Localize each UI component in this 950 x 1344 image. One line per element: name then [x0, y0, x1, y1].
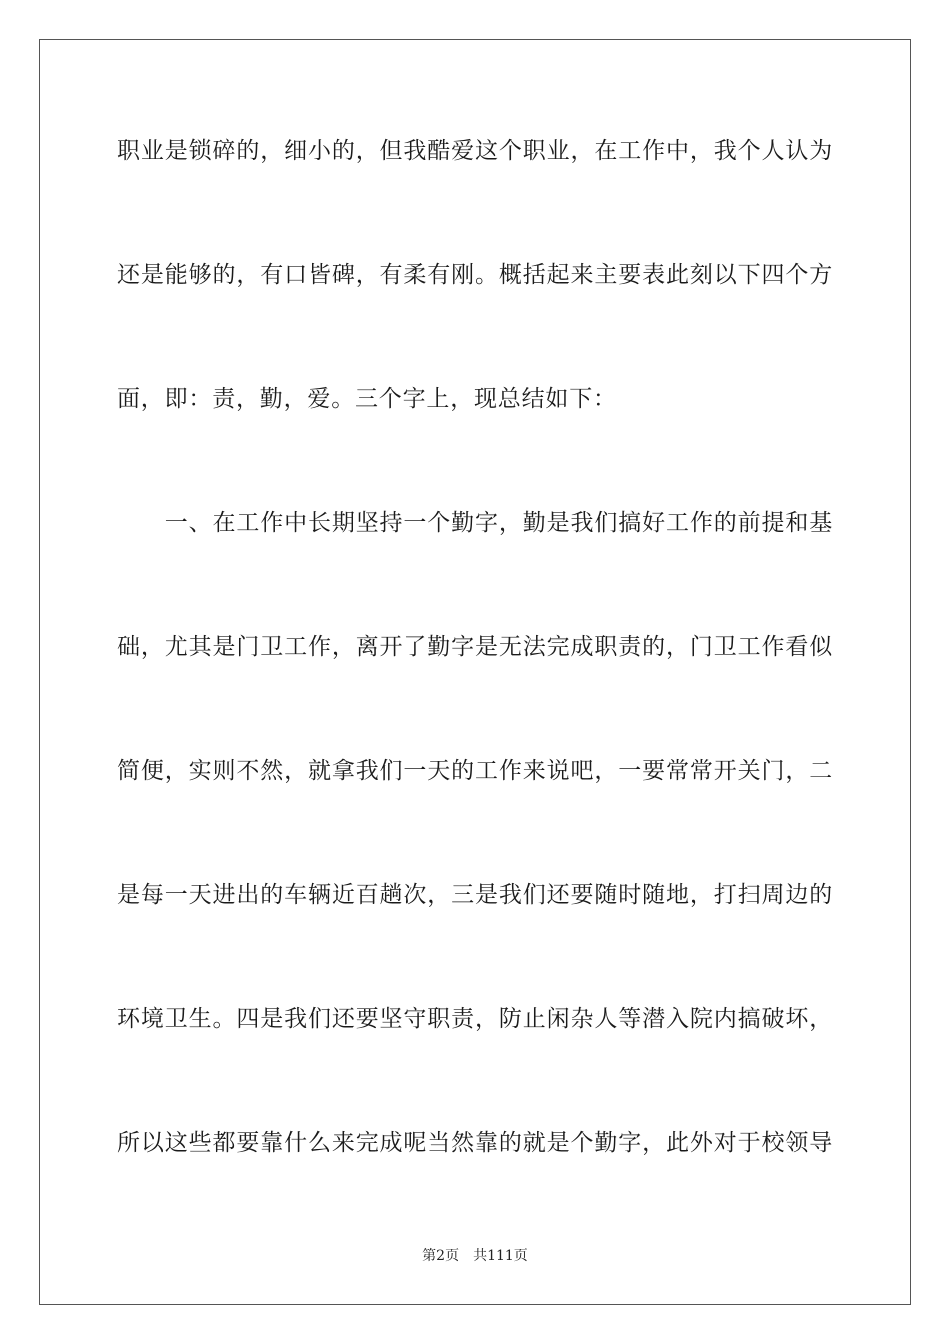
page-border [39, 39, 911, 1305]
text-line-2: 还是能够的，有口皆碑，有柔有刚。概括起来主要表此刻以下四个方 [117, 262, 833, 288]
page-number-label: 第2页 共111页 [422, 1248, 528, 1264]
text-line-1: 职业是锁碎的，细小的，但我酷爱这个职业，在工作中，我个人认为 [117, 138, 833, 164]
text-line-4: 一、在工作中长期坚持一个勤字，勤是我们搞好工作的前提和基 [117, 510, 833, 536]
text-line-3: 面，即：责，勤，爱。三个字上，现总结如下： [117, 386, 617, 412]
text-line-9: 所以这些都要靠什么来完成呢当然靠的就是个勤字，此外对于校领导 [117, 1130, 833, 1156]
text-line-6: 简便，实则不然，就拿我们一天的工作来说吧，一要常常开关门，二 [117, 758, 833, 784]
text-line-7: 是每一天进出的车辆近百趟次，三是我们还要随时随地，打扫周边的 [117, 882, 833, 908]
page-footer [0, 1247, 950, 1265]
text-line-8: 环境卫生。四是我们还要坚守职责，防止闲杂人等潜入院内搞破坏， [117, 1006, 833, 1032]
text-line-5: 础，尤其是门卫工作，离开了勤字是无法完成职责的，门卫工作看似 [117, 634, 833, 660]
